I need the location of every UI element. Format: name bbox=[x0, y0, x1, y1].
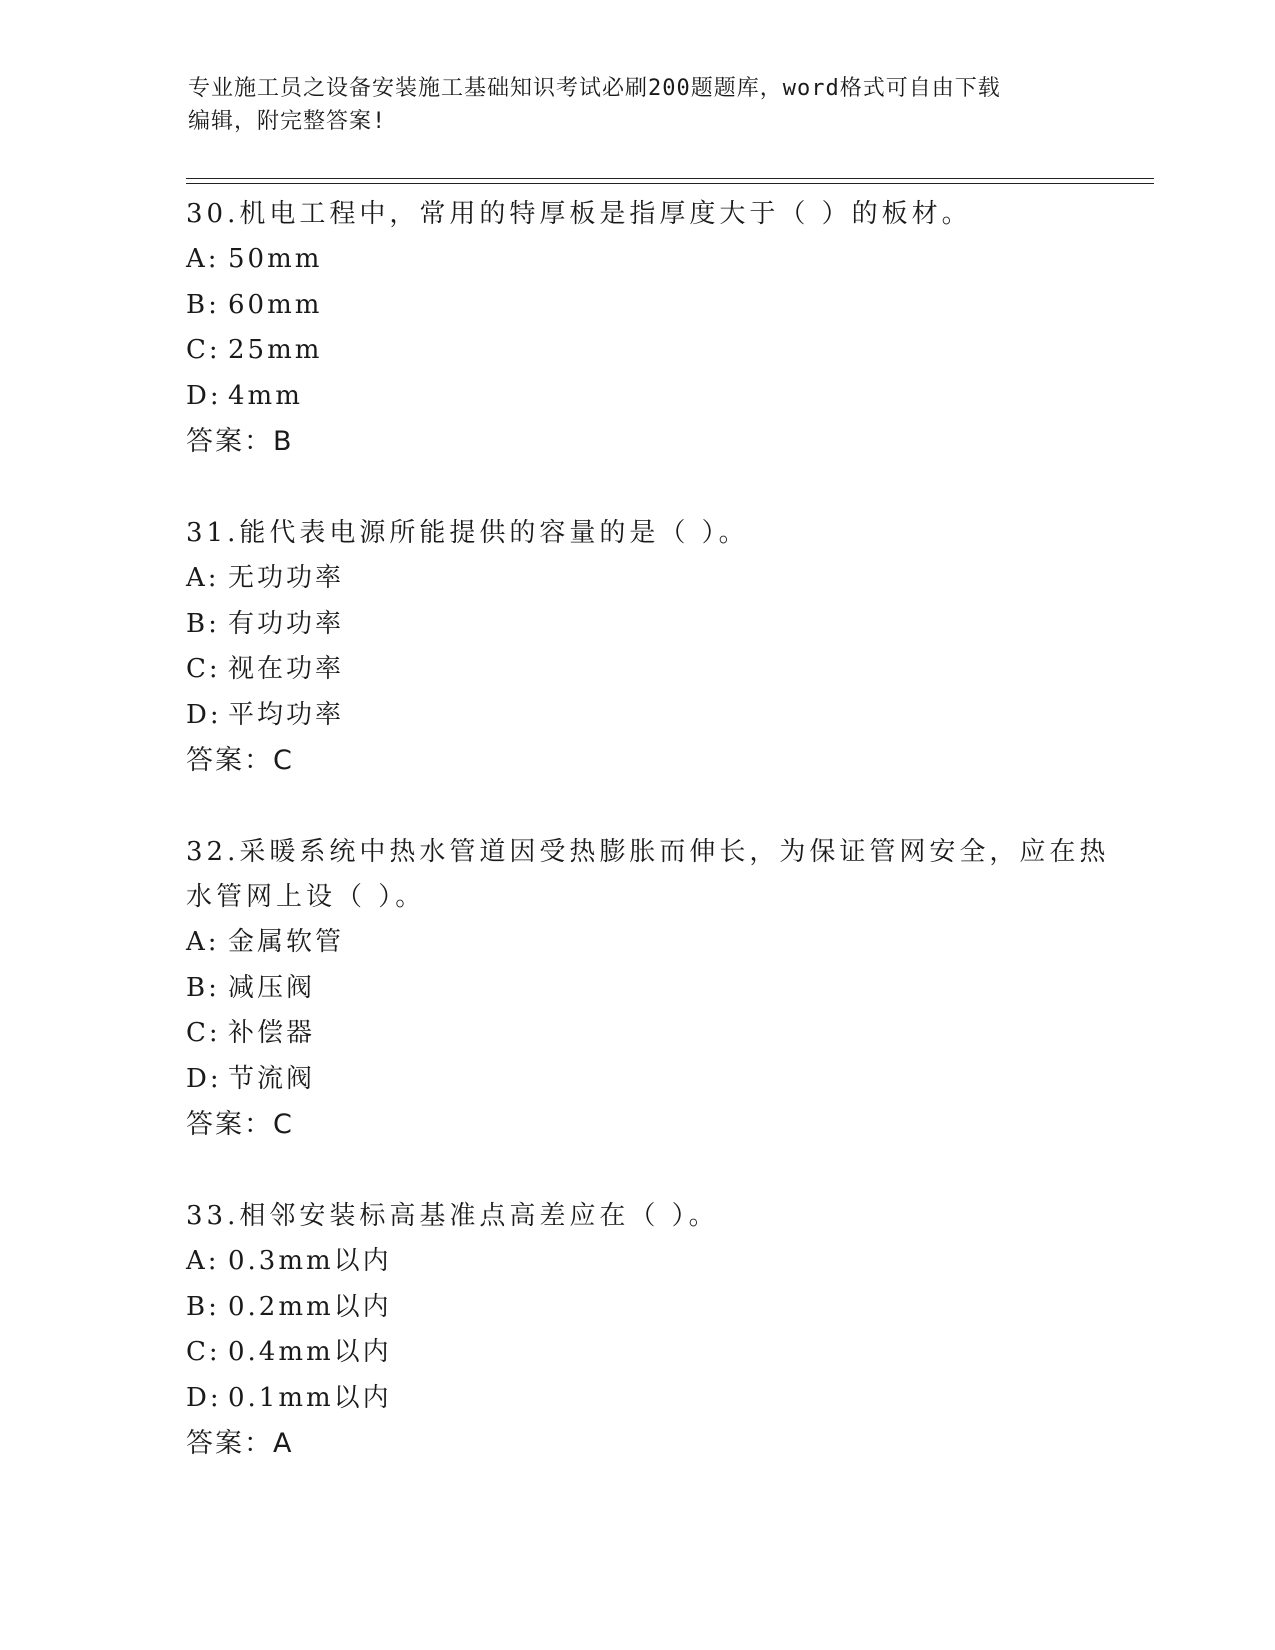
question-31 bbox=[186, 511, 1086, 784]
option-text: 25mm bbox=[228, 335, 323, 365]
option-a bbox=[186, 556, 1086, 602]
answer-line: 答案：A bbox=[186, 1428, 294, 1459]
document-header bbox=[188, 72, 1088, 138]
option-letter: D: bbox=[186, 380, 222, 411]
question-stem bbox=[186, 1194, 1086, 1239]
option-b bbox=[186, 1285, 1086, 1331]
option-text: 平均功率 bbox=[228, 699, 345, 730]
question-stem-line: 33.相邻安装标高基准点高差应在（ ）。 bbox=[186, 1201, 719, 1231]
question-stem-line: 32.采暖系统中热水管道因受热膨胀而伸长，为保证管网安全，应在热 bbox=[186, 837, 1110, 867]
option-letter: C: bbox=[186, 1018, 221, 1048]
option-a bbox=[186, 1239, 1086, 1285]
option-b bbox=[186, 966, 1086, 1012]
question-stem-line: 30.机电工程中，常用的特厚板是指厚度大于（ ）的板材。 bbox=[186, 199, 972, 229]
option-c bbox=[186, 1011, 1086, 1057]
option-text: 无功功率 bbox=[228, 563, 345, 593]
option-text: 金属软管 bbox=[228, 927, 345, 957]
option-text: 补偿器 bbox=[228, 1018, 316, 1048]
question-stem bbox=[186, 511, 1086, 556]
option-text: 4mm bbox=[228, 380, 303, 411]
option-letter: A: bbox=[186, 1246, 220, 1276]
question-stem bbox=[186, 830, 1110, 920]
header-divider-top bbox=[186, 178, 1154, 179]
option-letter: D: bbox=[186, 699, 222, 730]
option-letter: C: bbox=[186, 335, 221, 365]
option-letter: B: bbox=[186, 608, 220, 639]
option-letter: A: bbox=[186, 927, 220, 957]
option-letter: B: bbox=[186, 289, 220, 320]
option-b bbox=[186, 602, 1086, 648]
option-letter: D: bbox=[186, 1063, 222, 1094]
option-text: 节流阀 bbox=[228, 1063, 316, 1094]
question-30 bbox=[186, 192, 1086, 465]
option-c bbox=[186, 1330, 1086, 1376]
option-letter: C: bbox=[186, 654, 221, 684]
question-stem-line: 31.能代表电源所能提供的容量的是（ ）。 bbox=[186, 518, 749, 548]
header-title-line-2: 编辑，附完整答案! bbox=[188, 109, 387, 134]
question-32 bbox=[186, 830, 1110, 1148]
option-letter: C: bbox=[186, 1337, 221, 1367]
question-stem-line: 水管网上设（ ）。 bbox=[186, 882, 426, 912]
answer-line: 答案：B bbox=[186, 426, 294, 457]
option-letter: A: bbox=[186, 563, 220, 593]
option-b bbox=[186, 283, 1086, 329]
option-text: 视在功率 bbox=[228, 654, 345, 684]
option-c bbox=[186, 647, 1086, 693]
answer-line: 答案：C bbox=[186, 1109, 294, 1140]
option-d bbox=[186, 693, 1086, 739]
question-list bbox=[186, 186, 1110, 1513]
option-letter: B: bbox=[186, 1291, 220, 1322]
option-text: 0.4mm以内 bbox=[228, 1337, 392, 1367]
option-d bbox=[186, 1057, 1086, 1103]
option-d bbox=[186, 374, 1086, 420]
option-text: 有功功率 bbox=[228, 608, 345, 639]
answer-line: 答案：C bbox=[186, 745, 294, 776]
header-title-line-1: 专业施工员之设备安装施工基础知识考试必刷200题题库，word格式可自由下载 bbox=[188, 76, 1001, 101]
option-text: 0.2mm以内 bbox=[228, 1291, 392, 1322]
option-letter: D: bbox=[186, 1382, 222, 1413]
option-text: 50mm bbox=[228, 244, 323, 274]
option-letter: B: bbox=[186, 972, 220, 1003]
option-text: 0.3mm以内 bbox=[228, 1246, 392, 1276]
option-a bbox=[186, 237, 1086, 283]
question-stem bbox=[186, 192, 1086, 237]
option-c bbox=[186, 328, 1086, 374]
option-text: 减压阀 bbox=[228, 972, 316, 1003]
option-text: 0.1mm以内 bbox=[228, 1382, 392, 1413]
option-d bbox=[186, 1376, 1086, 1422]
option-text: 60mm bbox=[228, 289, 323, 320]
option-letter: A: bbox=[186, 244, 220, 274]
header-divider-bottom bbox=[186, 183, 1154, 184]
option-a bbox=[186, 920, 1086, 966]
question-33 bbox=[186, 1194, 1086, 1467]
